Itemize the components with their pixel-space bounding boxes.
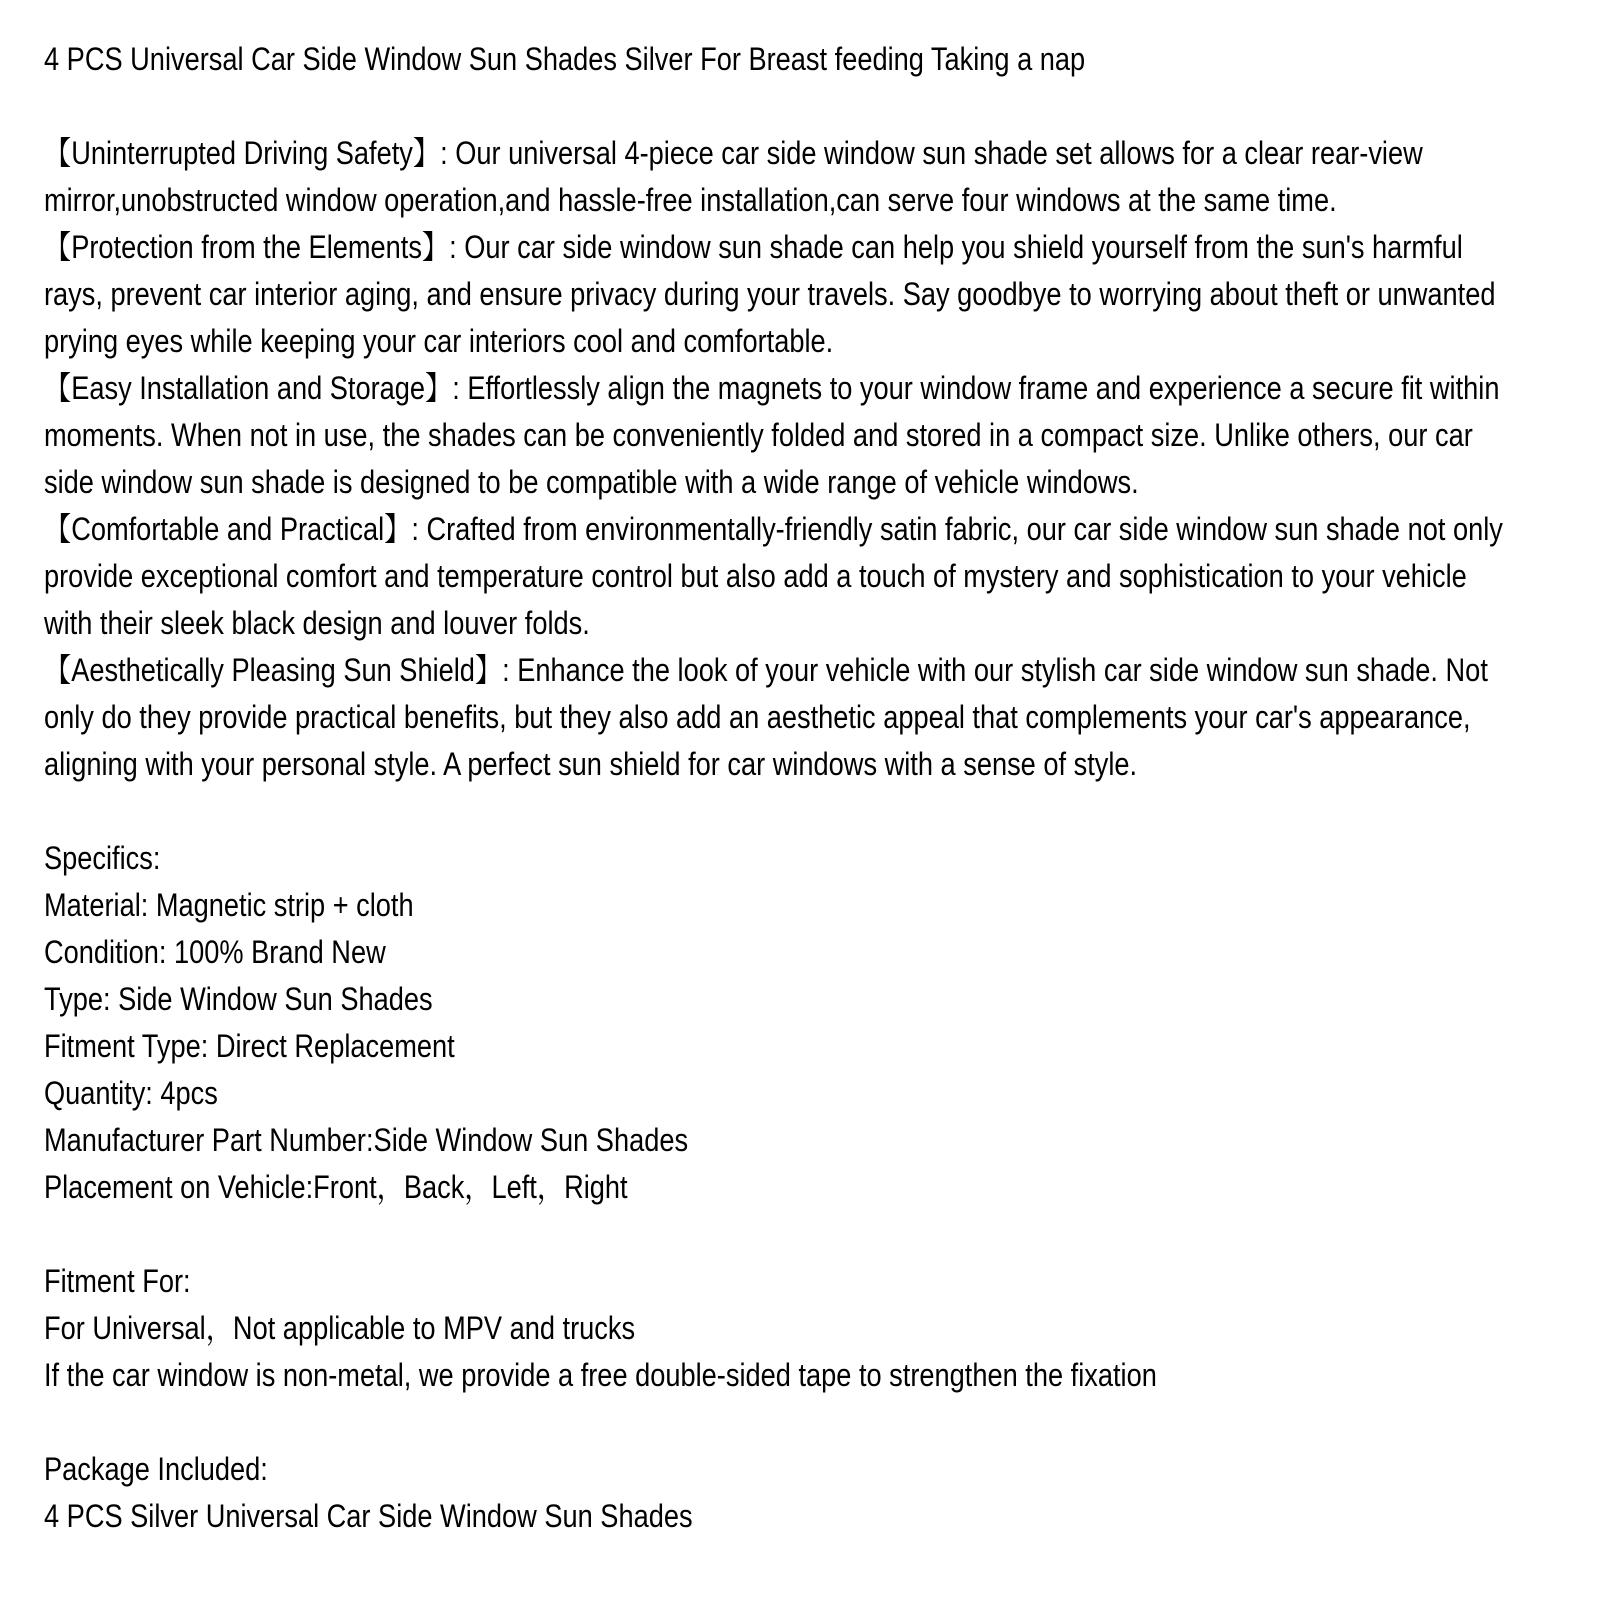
specifics-line: Quantity: 4pcs: [44, 1075, 218, 1111]
package-heading: Package Included:: [44, 1451, 268, 1487]
feature-paragraph: 【Protection from the Elements】: Our car side window sun shade can help you shield yourself from the sun's harmful rays, prevent car interior aging, and ensure privacy during your travels. Say goodbye to worrying about theft or unwanted prying eyes while keeping your car interiors cool and comfortable.: [44, 229, 1496, 359]
specifics-line: Manufacturer Part Number:Side Window Sun Shades: [44, 1122, 689, 1158]
fitment-section: [44, 1258, 1510, 1399]
specifics-line: Material: Magnetic strip + cloth: [44, 887, 414, 923]
fitment-heading: Fitment For:: [44, 1263, 191, 1299]
feature-list: [44, 130, 1510, 788]
fitment-line: For Universal，Not applicable to MPV and trucks: [44, 1310, 636, 1346]
fitment-line: If the car window is non-metal, we provide a free double-sided tape to strengthen the fixation: [44, 1357, 1157, 1393]
specifics-line: Placement on Vehicle:Front，Back，Left，Right: [44, 1169, 628, 1205]
specifics-heading: Specifics:: [44, 840, 161, 876]
feature-paragraph: 【Uninterrupted Driving Safety】: Our universal 4-piece car side window sun shade set allows for a clear rear-view mirror,unobstructed window operation,and hassle-free installation,can serve four windows at the same time.: [44, 135, 1423, 218]
specifics-line: Fitment Type: Direct Replacement: [44, 1028, 455, 1064]
feature-paragraph: 【Aesthetically Pleasing Sun Shield】: Enhance the look of your vehicle with our stylish car side window sun shade. Not only do they provide practical benefits, but they also add an aesthetic appeal that complements your car's appearance, aligning with your personal style. A perfect sun shield for car windows with a sense of style.: [44, 652, 1488, 782]
package-line: 4 PCS Silver Universal Car Side Window Sun Shades: [44, 1498, 693, 1534]
specifics-line: Condition: 100% Brand New: [44, 934, 386, 970]
feature-paragraph: 【Easy Installation and Storage】: Effortlessly align the magnets to your window frame and experience a secure fit within moments. When not in use, the shades can be conveniently folded and stored in a compact size. Unlike others, our car side window sun shade is designed to be compatible with a wide range of vehicle windows.: [44, 370, 1500, 500]
specifics-line: Type: Side Window Sun Shades: [44, 981, 433, 1017]
package-section: [44, 1446, 1510, 1540]
feature-paragraph: 【Comfortable and Practical】: Crafted from environmentally-friendly satin fabric, our car side window sun shade not only provide exceptional comfort and temperature control but also add a touch of mystery and sophistication to your vehicle with their sleek black design and louver folds.: [44, 511, 1503, 641]
product-title: 4 PCS Universal Car Side Window Sun Shades Silver For Breast feeding Taking a nap: [44, 41, 1086, 77]
specifics-section: [44, 835, 1510, 1211]
product-description-document: [44, 0, 1510, 1540]
